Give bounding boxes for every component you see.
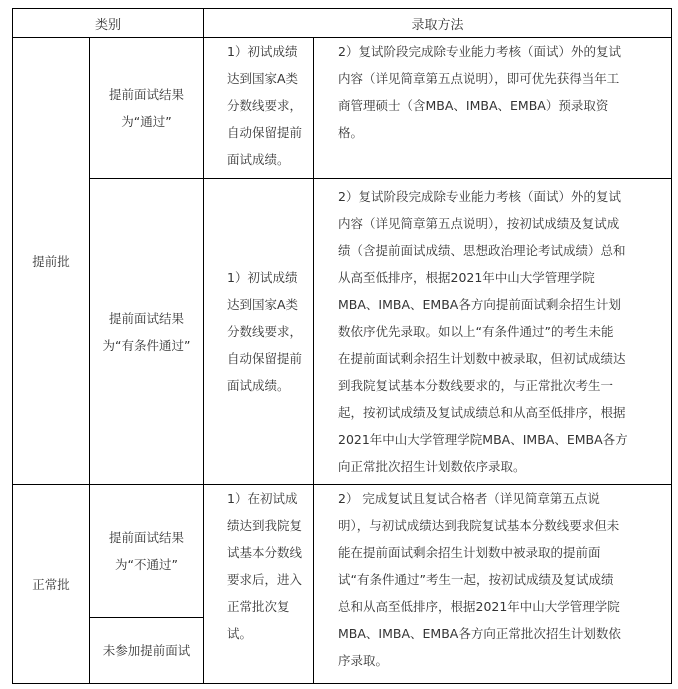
cell-text: [204, 485, 313, 647]
result-cell: [90, 485, 204, 618]
text-line: 1）初试成绩: [227, 44, 298, 59]
text-line: MBA、IMBA、EMBA各方向提前面试剩余招生计划: [338, 297, 621, 312]
text-line: 自动保留提前: [227, 351, 303, 366]
header-row: [13, 9, 672, 38]
text-line: 试。: [227, 626, 253, 641]
text-line: 分数线要求，: [227, 98, 303, 113]
step2-cell: [314, 38, 672, 179]
text-line: 提前面试结果: [108, 310, 184, 326]
text-line: 明），与初试成绩达到我院复试基本分数线要求但未: [338, 518, 620, 533]
step1-cell: [204, 179, 314, 485]
text-line: 内容（详见简章第五点说明），即可优先获得当年工: [338, 71, 620, 86]
text-line: 起，按初试成绩及复试成绩总和从高至低排序，根据: [338, 405, 626, 420]
text-line: 正常批次复: [227, 599, 290, 614]
text-line: 2）复试阶段完成除专业能力考核（面试）外的复试: [338, 189, 621, 204]
cell-text: [314, 183, 671, 480]
cell-text: [90, 524, 203, 578]
cell-text: [90, 305, 203, 359]
text-line: 商管理硕士（含MBA、IMBA、EMBA）预录取资: [338, 98, 609, 113]
text-line: 到我院复试基本分数线要求的，与正常批次考生一: [338, 378, 614, 393]
result-cell: [90, 179, 204, 485]
cell-text: [204, 264, 313, 399]
text-line: 面试成绩。: [227, 152, 290, 167]
text-line: 2） 完成复试且复试合格者（详见简章第五点说: [338, 491, 600, 506]
text-line: 1）初试成绩: [227, 270, 298, 285]
header-method: 录取方法: [204, 9, 672, 38]
step2-cell: [314, 485, 672, 684]
text-line: 向正常批次招生计划数依序录取。: [338, 459, 526, 474]
text-line: 序录取。: [338, 653, 389, 668]
text-line: 2021年中山大学管理学院MBA、IMBA、EMBA各方: [338, 432, 628, 447]
table-row: [13, 38, 672, 179]
text-line: 2）复试阶段完成除专业能力考核（面试）外的复试: [338, 44, 621, 59]
text-line: 面试成绩。: [227, 378, 290, 393]
text-line: 未参加提前面试: [102, 643, 191, 658]
result-cell: [90, 38, 204, 179]
text-line: MBA、IMBA、EMBA各方向正常批次招生计划数依: [338, 626, 621, 641]
text-line: 总和从高至低排序，根据2021年中山大学管理学院: [338, 599, 620, 614]
text-line: 绩达到我院复: [227, 518, 303, 533]
header-category: 类别: [13, 9, 204, 38]
text-line: 自动保留提前: [227, 125, 303, 140]
text-line: 能在提前面试剩余招生计划数中被录取的提前面: [338, 545, 601, 560]
text-line: 达到国家A类: [227, 71, 299, 86]
step2-cell: [314, 179, 672, 485]
cell-text: [204, 38, 313, 173]
text-line: 为“有条件通过”: [102, 337, 191, 353]
text-line: 分数线要求，: [227, 324, 303, 339]
cell-text: [90, 637, 203, 664]
result-cell: [90, 618, 204, 684]
text-line: 试“有条件通过”考生一起，按初试成绩及复试成绩: [338, 572, 614, 587]
text-line: 为“不通过”: [115, 557, 178, 572]
text-line: 数依序优先录取。如以上“有条件通过”的考生未能: [338, 324, 614, 339]
cell-text: [314, 38, 671, 146]
text-line: 为“通过”: [121, 114, 172, 129]
text-line: 要求后，进入: [227, 572, 303, 587]
text-line: 提前面试结果: [108, 87, 184, 102]
text-line: 在提前面试剩余招生计划数中被录取，但初试成绩达: [338, 351, 626, 366]
batch-normal: 正常批: [13, 485, 90, 684]
text-line: 提前面试结果: [108, 530, 184, 545]
text-line: 试基本分数线: [227, 545, 303, 560]
admission-table: [12, 8, 672, 684]
text-line: 达到国家A类: [227, 297, 299, 312]
cell-text: [90, 81, 203, 135]
text-line: 格。: [338, 125, 364, 140]
text-line: 内容（详见简章第五点说明），按初试成绩及复试成: [338, 216, 620, 231]
text-line: 1）在初试成: [227, 491, 298, 506]
table-row: [13, 179, 672, 485]
step1-cell: [204, 38, 314, 179]
batch-early: 提前批: [13, 38, 90, 485]
cell-text: [314, 485, 671, 674]
table-row: [13, 485, 672, 618]
step1-cell: [204, 485, 314, 684]
text-line: 绩（含提前面试成绩、思想政治理论考试成绩）总和: [338, 243, 626, 258]
text-line: 从高至低排序，根据2021年中山大学管理学院: [338, 270, 595, 285]
